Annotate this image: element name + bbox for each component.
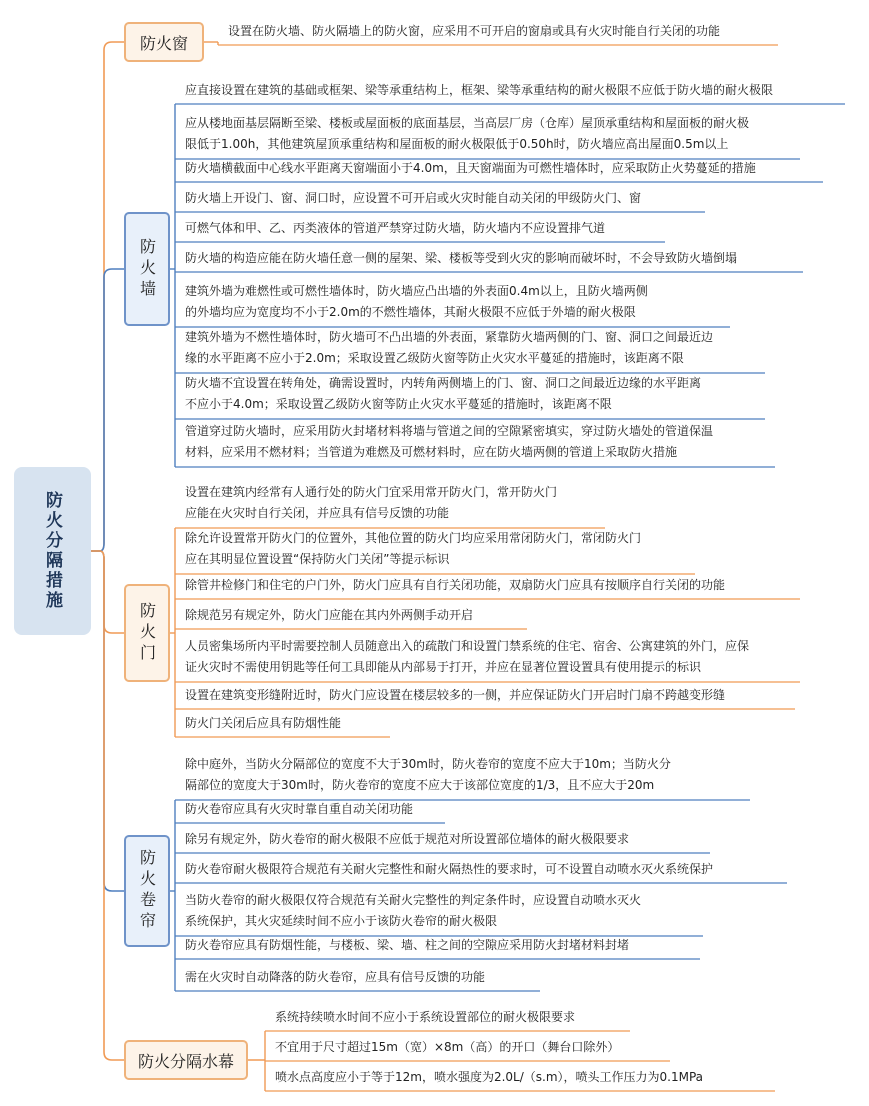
wall-item <box>185 219 605 238</box>
shutter-item <box>185 890 641 932</box>
door-item-line: 设置在建筑内经常有人通行处的防火门宜采用常开防火门，常开防火门 <box>185 485 558 499</box>
shutter-item-line: 除另有规定外，防火卷帘的耐火极限不应低于规范对所设置部位墙体的耐火极限要求 <box>185 832 630 846</box>
wall-item-line: 建筑外墙为难燃性或可燃性墙体时，防火墙应凸出墙的外表面0.4m以上，且防火墙两侧 <box>185 284 648 298</box>
wall-item-line: 的外墙均应为宽度均不小于2.0m的不燃性墙体，其耐火极限不应低于外墙的耐火极限 <box>185 305 636 319</box>
door-item-line: 防火门关闭后应具有防烟性能 <box>185 716 342 730</box>
door-item <box>185 576 725 595</box>
wall-item-line: 材料，应采用不燃材料；当管道为难燃及可燃材料时，应在防火墙两侧的管道上采取防火措施 <box>185 445 678 459</box>
connector-root-shutter <box>91 551 124 891</box>
wall-item <box>185 373 701 415</box>
wall-item <box>185 327 713 369</box>
connector-root-curtain <box>91 551 124 1060</box>
category-door-label: 防火门 <box>137 601 157 665</box>
root-title: 防火分隔措施 <box>42 491 62 611</box>
wall-item <box>185 281 648 323</box>
wall-item-line: 管道穿过防火墙时，应采用防火封堵材料将墙与管道之间的空隙紧密填实，穿过防火墙处的管道保温 <box>185 424 714 438</box>
wall-item-line: 防火墙的构造应能在防火墙任意一侧的屋架、梁、楼板等受到火灾的影响而破坏时，不会导致防火墙倒塌 <box>185 251 738 265</box>
connector-root-wall <box>91 269 124 551</box>
wall-item <box>185 81 773 100</box>
connector-root-window <box>91 42 124 551</box>
wall-item <box>185 113 749 155</box>
wall-item-line: 应从楼地面基层隔断至梁、楼板或屋面板的底面基层，当高层厂房（仓库）屋顶承重结构和屋面板的耐火极 <box>185 116 750 130</box>
category-shutter <box>124 835 170 947</box>
curtain-item-line: 系统持续喷水时间不应小于系统设置部位的耐火极限要求 <box>275 1010 576 1024</box>
shutter-item-line: 除中庭外，当防火分隔部位的宽度不大于30m时，防火卷帘的宽度不应大于10m；当防火分 <box>185 757 671 771</box>
shutter-item-line: 防火卷帘耐火极限符合规范有关耐火完整性和耐火隔热性的要求时，可不设置自动喷水灭火系统保护 <box>185 862 714 876</box>
door-item-line: 除管井检修门和住宅的户门外，防火门应具有自行关闭功能，双扇防火门应具有按顺序自行关闭的功能 <box>185 578 726 592</box>
curtain-item-line: 喷水点高度应小于等于12m，喷水强度为2.0L/（s.m），喷头工作压力为0.1MPa <box>275 1070 704 1084</box>
door-item <box>185 714 341 733</box>
category-door <box>124 584 170 682</box>
category-shutter-label: 防火卷帘 <box>137 849 157 933</box>
shutter-item-line: 当防火卷帘的耐火极限仅符合规范有关耐火完整性的判定条件时，应设置自动喷水灭火 <box>185 893 642 907</box>
door-item <box>185 606 473 625</box>
door-item-line: 设置在建筑变形缝附近时，防火门应设置在楼层较多的一侧，并应保证防火门开启时门扇不跨越变形缝 <box>185 688 726 702</box>
door-item-line: 证火灾时不需使用钥匙等任何工具即能从内部易于打开，并应在显著位置设置具有使用提示的标识 <box>185 660 702 674</box>
shutter-item <box>185 830 629 849</box>
category-window-label: 防火窗 <box>139 33 188 53</box>
curtain-item <box>275 1068 703 1087</box>
category-window <box>124 22 204 62</box>
curtain-item <box>275 1008 575 1027</box>
window-item <box>228 22 720 41</box>
door-item <box>185 686 725 705</box>
wall-item <box>185 189 641 208</box>
root-node <box>14 467 91 635</box>
door-item-line: 除允许设置常开防火门的位置外，其他位置的防火门均应采用常闭防火门，常闭防火门 <box>185 531 642 545</box>
wall-item <box>185 249 737 268</box>
shutter-item <box>185 860 713 879</box>
shutter-item <box>185 936 629 955</box>
door-item <box>185 482 557 524</box>
curtain-item <box>275 1038 619 1057</box>
door-item-line: 应能在火灾时自行关闭，并应具有信号反馈的功能 <box>185 506 450 520</box>
shutter-item <box>185 754 671 796</box>
wall-item-line: 限低于1.00h，其他建筑屋顶承重结构和屋面板的耐火极限低于0.50h时，防火墙应高出屋面0.5m以上 <box>185 137 729 151</box>
door-item-line: 除规范另有规定外，防火门应能在其内外两侧手动开启 <box>185 608 474 622</box>
wall-item <box>185 159 756 178</box>
window-item-line: 设置在防火墙、防火隔墙上的防火窗，应采用不可开启的窗扇或具有火灾时能自行关闭的功能 <box>228 24 721 38</box>
wall-item <box>185 421 713 463</box>
door-item-line: 人员密集场所内平时需要控制人员随意出入的疏散门和设置门禁系统的住宅、宿舍、公寓建筑的外门，应保 <box>185 639 750 653</box>
shutter-item <box>185 968 485 987</box>
wall-item-line: 防火墙横截面中心线水平距离天窗端面小于4.0m，且天窗端面为可燃性墙体时，应采取防止火势蔓延的措施 <box>185 161 756 175</box>
wall-item-line: 可燃气体和甲、乙、丙类液体的管道严禁穿过防火墙，防火墙内不应设置排气道 <box>185 221 606 235</box>
wall-item-line: 防火墙上开设门、窗、洞口时，应设置不可开启或火灾时能自动关闭的甲级防火门、窗 <box>185 191 642 205</box>
shutter-item-line: 隔部位的宽度大于30m时，防火卷帘的宽度不应大于该部位宽度的1/3，且不应大于20m <box>185 778 655 792</box>
wall-item-line: 不应小于4.0m；采取设置乙级防火窗等防止火灾水平蔓延的措施时，该距离不限 <box>185 397 612 411</box>
door-item <box>185 528 641 570</box>
wall-item-line: 缘的水平距离不应小于2.0m；采取设置乙级防火窗等防止火灾水平蔓延的措施时，该距离不限 <box>185 351 684 365</box>
shutter-item-line: 系统保护，其火灾延续时间不应小于该防火卷帘的耐火极限 <box>185 914 498 928</box>
wall-item-line: 应直接设置在建筑的基础或框架、梁等承重结构上，框架、梁等承重结构的耐火极限不应低于防火墙的耐火极限 <box>185 83 774 97</box>
shutter-item-line: 需在火灾时自动降落的防火卷帘，应具有信号反馈的功能 <box>185 970 486 984</box>
curtain-item-line: 不宜用于尺寸超过15m（宽）×8m（高）的开口（舞台口除外） <box>275 1040 620 1054</box>
category-curtain-label: 防火分隔水幕 <box>137 1051 234 1071</box>
wall-item-line: 防火墙不宜设置在转角处，确需设置时，内转角两侧墙上的门、窗、洞口之间最近边缘的水平距离 <box>185 376 702 390</box>
shutter-item-line: 防火卷帘应具有防烟性能，与楼板、梁、墙、柱之间的空隙应采用防火封堵材料封堵 <box>185 938 630 952</box>
door-item-line: 应在其明显位置设置“保持防火门关闭”等提示标识 <box>185 552 450 566</box>
door-item <box>185 636 749 678</box>
category-wall-label: 防火墙 <box>137 237 157 301</box>
shutter-item-line: 防火卷帘应具有火灾时靠自重自动关闭功能 <box>185 802 414 816</box>
category-wall <box>124 212 170 326</box>
wall-item-line: 建筑外墙为不燃性墙体时，防火墙可不凸出墙的外表面，紧靠防火墙两侧的门、窗、洞口之间最近边 <box>185 330 714 344</box>
category-curtain <box>124 1040 248 1080</box>
connector-root-door <box>91 551 124 633</box>
shutter-item <box>185 800 413 819</box>
